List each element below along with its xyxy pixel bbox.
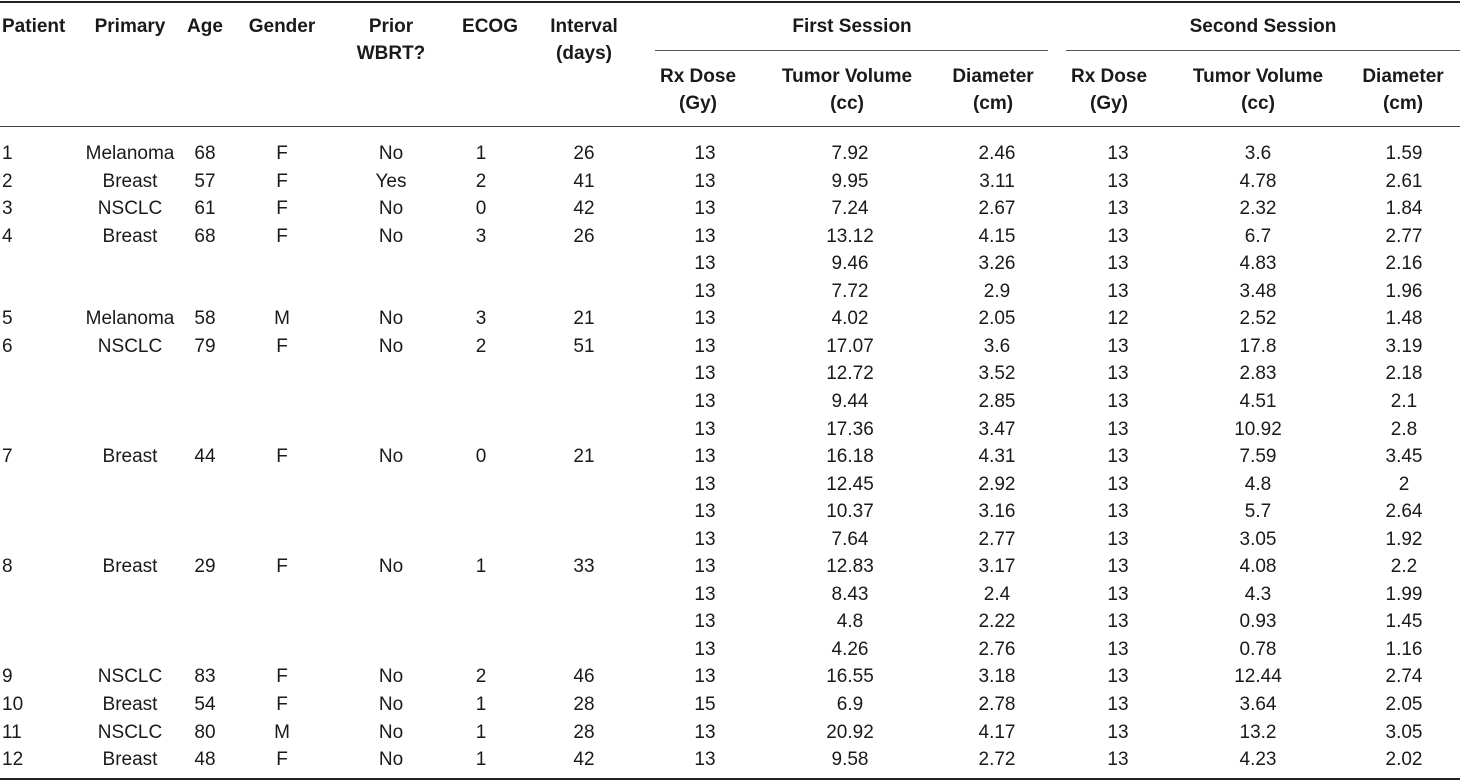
cell-dia1: 4.17 <box>978 721 1016 743</box>
cell-ecog: 1 <box>475 721 487 743</box>
cell-dia2: 2 <box>1398 473 1410 495</box>
cell-primary: Breast <box>102 749 158 771</box>
cell-rx2: 13 <box>1107 528 1129 550</box>
cell-vol2: 2.32 <box>1239 198 1277 220</box>
cell-rx1: 13 <box>694 198 716 220</box>
cell-rx1: 13 <box>694 721 716 743</box>
cell-vol1: 4.26 <box>831 638 869 660</box>
cell-dia1: 2.85 <box>978 390 1016 412</box>
header-gender: Gender <box>248 16 316 37</box>
cell-vol1: 10.37 <box>826 501 874 523</box>
cell-rx1: 13 <box>694 611 716 633</box>
cell-rx1: 13 <box>694 335 716 357</box>
cell-age: 83 <box>194 666 216 688</box>
cell-dia1: 2.72 <box>978 749 1016 771</box>
cell-interval: 33 <box>573 556 595 578</box>
cell-age: 54 <box>194 694 216 715</box>
cell-vol2: 4.3 <box>1244 583 1272 605</box>
cell-dia2: 1.99 <box>1385 583 1423 605</box>
cell-dia2: 1.92 <box>1385 528 1423 550</box>
cell-dia1: 3.16 <box>978 501 1016 523</box>
cell-rx1: 13 <box>694 253 716 275</box>
cell-vol1: 17.07 <box>826 335 874 357</box>
cell-vol1: 12.72 <box>826 363 874 385</box>
cell-rx2: 13 <box>1107 501 1129 523</box>
cell-dia2: 2.61 <box>1385 170 1423 192</box>
cell-vol2: 2.52 <box>1239 308 1277 330</box>
cell-rx1: 13 <box>694 528 716 550</box>
cell-rx2: 13 <box>1107 583 1129 605</box>
cell-prior-wbrt: No <box>378 556 404 578</box>
cell-age: 80 <box>194 721 216 743</box>
cell-patient: 9 <box>2 666 13 688</box>
cell-dia2: 2.2 <box>1390 556 1418 578</box>
cell-vol2: 4.51 <box>1239 390 1277 412</box>
cell-rx1: 13 <box>694 638 716 660</box>
cell-patient: 1 <box>2 143 13 164</box>
header-prior-wbrt-line1: Prior <box>368 16 414 37</box>
cell-vol1: 9.58 <box>831 749 869 771</box>
cell-dia2: 1.84 <box>1385 198 1423 220</box>
cell-prior-wbrt: No <box>378 694 404 715</box>
cell-rx2: 13 <box>1107 638 1129 660</box>
cell-ecog: 0 <box>475 446 487 468</box>
cell-rx2: 13 <box>1107 611 1129 633</box>
cell-vol1: 7.64 <box>831 528 869 550</box>
cell-vol1: 7.72 <box>831 280 869 302</box>
cell-dia2: 1.48 <box>1385 308 1423 330</box>
cell-dia1: 2.67 <box>978 198 1016 220</box>
cell-prior-wbrt: No <box>378 308 404 330</box>
header-tumor-volume-2-line1: Tumor Volume <box>1192 66 1324 87</box>
cell-dia2: 2.77 <box>1385 225 1423 247</box>
cell-rx1: 13 <box>694 446 716 468</box>
cell-dia2: 2.64 <box>1385 501 1423 523</box>
cell-patient: 7 <box>2 446 13 468</box>
cell-dia1: 2.22 <box>978 611 1016 633</box>
cell-age: 57 <box>194 170 216 192</box>
cell-primary: NSCLC <box>97 666 163 688</box>
cell-primary: Breast <box>102 225 158 247</box>
cell-dia2: 1.96 <box>1385 280 1423 302</box>
header-age: Age <box>187 16 223 37</box>
cell-rx2: 13 <box>1107 280 1129 302</box>
cell-gender: F <box>276 749 288 771</box>
header-rx-dose-2-line2: (Gy) <box>1090 93 1128 114</box>
cell-interval: 28 <box>573 721 595 743</box>
cell-rx2: 13 <box>1107 694 1129 715</box>
cell-rx2: 13 <box>1107 253 1129 275</box>
header-interval-line2: (days) <box>556 43 612 64</box>
cell-prior-wbrt: No <box>378 749 404 771</box>
cell-rx1: 13 <box>694 666 716 688</box>
cell-vol1: 7.92 <box>831 143 869 164</box>
cell-vol1: 12.83 <box>826 556 874 578</box>
cell-dia2: 3.45 <box>1385 446 1423 468</box>
bottom-rule <box>0 778 1460 780</box>
cell-primary: Melanoma <box>85 143 175 164</box>
cell-gender: F <box>276 446 288 468</box>
header-first-session: First Session <box>792 16 912 37</box>
cell-vol1: 7.24 <box>831 198 869 220</box>
cell-prior-wbrt: No <box>378 225 404 247</box>
cell-ecog: 1 <box>475 694 487 715</box>
cell-vol2: 0.93 <box>1239 611 1277 633</box>
cell-rx2: 13 <box>1107 170 1129 192</box>
cell-age: 44 <box>194 446 216 468</box>
cell-gender: M <box>274 721 290 743</box>
cell-rx2: 13 <box>1107 363 1129 385</box>
cell-rx2: 13 <box>1107 143 1129 164</box>
cell-interval: 28 <box>573 694 595 715</box>
cell-vol2: 3.48 <box>1239 280 1277 302</box>
cell-vol1: 12.45 <box>826 473 874 495</box>
cell-rx1: 13 <box>694 225 716 247</box>
cell-vol2: 6.7 <box>1244 225 1272 247</box>
cell-rx1: 13 <box>694 418 716 440</box>
header-rx-dose-2-line1: Rx Dose <box>1070 66 1148 87</box>
cell-dia2: 2.8 <box>1390 418 1418 440</box>
cell-vol1: 9.44 <box>831 390 869 412</box>
cell-dia1: 3.26 <box>978 253 1016 275</box>
header-interval-line1: Interval <box>550 16 618 37</box>
cell-dia1: 3.47 <box>978 418 1016 440</box>
header-second-session: Second Session <box>1189 16 1337 37</box>
header-diameter-1-line1: Diameter <box>952 66 1034 87</box>
cell-age: 48 <box>194 749 216 771</box>
cell-vol2: 17.8 <box>1239 335 1277 357</box>
header-ecog: ECOG <box>462 16 518 37</box>
cell-rx1: 13 <box>694 143 716 164</box>
second-session-underline <box>1066 50 1460 51</box>
header-rule <box>0 126 1460 127</box>
cell-prior-wbrt: No <box>378 335 404 357</box>
header-primary: Primary <box>94 16 166 37</box>
cell-vol1: 17.36 <box>826 418 874 440</box>
cell-interval: 42 <box>573 198 595 220</box>
cell-vol1: 4.02 <box>831 308 869 330</box>
cell-patient: 4 <box>2 225 13 247</box>
cell-ecog: 0 <box>475 198 487 220</box>
cell-rx2: 13 <box>1107 721 1129 743</box>
header-tumor-volume-1-line2: (cc) <box>830 93 864 114</box>
header-diameter-2-line2: (cm) <box>1382 93 1424 114</box>
header-tumor-volume-2-line2: (cc) <box>1241 93 1275 114</box>
cell-dia1: 2.78 <box>978 694 1016 715</box>
cell-dia1: 3.6 <box>983 335 1011 357</box>
top-rule <box>0 1 1460 3</box>
cell-age: 68 <box>194 143 216 164</box>
cell-rx2: 13 <box>1107 666 1129 688</box>
cell-vol2: 0.78 <box>1239 638 1277 660</box>
cell-rx1: 13 <box>694 170 716 192</box>
cell-vol2: 4.08 <box>1239 556 1277 578</box>
cell-gender: F <box>276 143 288 164</box>
cell-dia1: 3.52 <box>978 363 1016 385</box>
cell-rx2: 13 <box>1107 225 1129 247</box>
cell-gender: F <box>276 170 288 192</box>
cell-ecog: 1 <box>475 556 487 578</box>
header-diameter-1-line2: (cm) <box>972 93 1014 114</box>
cell-patient: 8 <box>2 556 13 578</box>
cell-dia2: 2.05 <box>1385 694 1423 715</box>
cell-gender: M <box>274 308 290 330</box>
cell-dia2: 2.74 <box>1385 666 1423 688</box>
cell-ecog: 2 <box>475 170 487 192</box>
header-prior-wbrt-line2: WBRT? <box>356 43 426 64</box>
cell-primary: Breast <box>102 556 158 578</box>
cell-dia1: 2.05 <box>978 308 1016 330</box>
cell-vol2: 7.59 <box>1239 446 1277 468</box>
cell-vol2: 5.7 <box>1244 501 1272 523</box>
cell-rx2: 13 <box>1107 390 1129 412</box>
cell-dia2: 3.05 <box>1385 721 1423 743</box>
header-rx-dose-1-line1: Rx Dose <box>659 66 737 87</box>
cell-primary: Breast <box>102 694 158 715</box>
cell-rx2: 13 <box>1107 556 1129 578</box>
cell-dia1: 2.9 <box>983 280 1011 302</box>
cell-vol2: 12.44 <box>1234 666 1282 688</box>
cell-vol2: 13.2 <box>1239 721 1277 743</box>
header-diameter-2-line1: Diameter <box>1362 66 1444 87</box>
cell-prior-wbrt: No <box>378 666 404 688</box>
cell-dia1: 2.4 <box>983 583 1011 605</box>
cell-vol1: 9.46 <box>831 253 869 275</box>
cell-vol2: 10.92 <box>1234 418 1282 440</box>
cell-age: 68 <box>194 225 216 247</box>
cell-rx2: 13 <box>1107 198 1129 220</box>
cell-vol1: 9.95 <box>831 170 869 192</box>
cell-interval: 51 <box>573 335 595 357</box>
cell-prior-wbrt: No <box>378 721 404 743</box>
cell-rx1: 15 <box>694 694 716 715</box>
cell-patient: 3 <box>2 198 13 220</box>
cell-dia1: 2.77 <box>978 528 1016 550</box>
cell-prior-wbrt: No <box>378 446 404 468</box>
cell-vol2: 4.8 <box>1244 473 1272 495</box>
cell-gender: F <box>276 225 288 247</box>
cell-patient: 6 <box>2 335 13 357</box>
cell-patient: 12 <box>2 749 24 771</box>
cell-primary: Breast <box>102 170 158 192</box>
cell-gender: F <box>276 198 288 220</box>
cell-primary: Melanoma <box>85 308 175 330</box>
cell-vol2: 4.83 <box>1239 253 1277 275</box>
cell-rx2: 13 <box>1107 418 1129 440</box>
cell-dia2: 2.02 <box>1385 749 1423 771</box>
cell-patient: 10 <box>2 694 24 715</box>
cell-vol2: 4.78 <box>1239 170 1277 192</box>
cell-dia1: 3.11 <box>979 170 1015 192</box>
cell-ecog: 2 <box>475 335 487 357</box>
cell-ecog: 3 <box>475 308 487 330</box>
cell-dia1: 4.15 <box>978 225 1016 247</box>
cell-rx1: 13 <box>694 473 716 495</box>
cell-primary: Breast <box>102 446 158 468</box>
cell-primary: NSCLC <box>97 198 163 220</box>
cell-rx1: 13 <box>694 583 716 605</box>
cell-prior-wbrt: Yes <box>375 170 407 192</box>
cell-dia1: 2.76 <box>978 638 1016 660</box>
cell-patient: 11 <box>2 721 22 743</box>
cell-rx1: 13 <box>694 308 716 330</box>
cell-dia2: 1.45 <box>1385 611 1423 633</box>
cell-gender: F <box>276 556 288 578</box>
cell-interval: 21 <box>573 308 595 330</box>
cell-vol2: 4.23 <box>1239 749 1277 771</box>
cell-rx1: 13 <box>694 556 716 578</box>
cell-vol1: 16.55 <box>826 666 874 688</box>
cell-vol2: 3.64 <box>1239 694 1277 715</box>
cell-dia1: 3.18 <box>978 666 1016 688</box>
cell-dia2: 2.1 <box>1390 390 1418 412</box>
cell-ecog: 3 <box>475 225 487 247</box>
cell-dia2: 1.59 <box>1385 143 1423 164</box>
cell-rx1: 13 <box>694 501 716 523</box>
cell-rx2: 13 <box>1107 335 1129 357</box>
cell-vol2: 3.6 <box>1244 143 1272 164</box>
cell-vol1: 8.43 <box>831 583 869 605</box>
cell-rx1: 13 <box>694 280 716 302</box>
cell-rx1: 13 <box>694 749 716 771</box>
cell-gender: F <box>276 666 288 688</box>
header-tumor-volume-1-line1: Tumor Volume <box>781 66 913 87</box>
cell-dia1: 2.46 <box>978 143 1016 164</box>
cell-age: 29 <box>194 556 216 578</box>
cell-age: 58 <box>194 308 216 330</box>
cell-rx1: 13 <box>694 363 716 385</box>
cell-patient: 2 <box>2 170 13 192</box>
cell-vol1: 6.9 <box>836 694 864 715</box>
cell-interval: 21 <box>573 446 595 468</box>
cell-ecog: 1 <box>475 143 487 164</box>
cell-patient: 5 <box>2 308 13 330</box>
cell-dia1: 4.31 <box>978 446 1016 468</box>
cell-interval: 42 <box>573 749 595 771</box>
cell-prior-wbrt: No <box>378 198 404 220</box>
header-patient: Patient <box>2 16 66 37</box>
cell-vol1: 20.92 <box>826 721 874 743</box>
cell-interval: 41 <box>573 170 595 192</box>
cell-dia2: 3.19 <box>1385 335 1423 357</box>
cell-primary: NSCLC <box>97 721 163 743</box>
cell-dia1: 2.92 <box>978 473 1016 495</box>
cell-interval: 26 <box>573 225 595 247</box>
first-session-underline <box>655 50 1048 51</box>
cell-ecog: 2 <box>475 666 487 688</box>
cell-vol1: 4.8 <box>836 611 864 633</box>
cell-age: 61 <box>194 198 216 220</box>
cell-prior-wbrt: No <box>378 143 404 164</box>
cell-interval: 46 <box>573 666 595 688</box>
cell-rx2: 12 <box>1107 308 1129 330</box>
cell-vol1: 16.18 <box>826 446 874 468</box>
cell-vol2: 2.83 <box>1239 363 1277 385</box>
cell-vol1: 13.12 <box>826 225 874 247</box>
cell-rx2: 13 <box>1107 473 1129 495</box>
header-rx-dose-1-line2: (Gy) <box>679 93 717 114</box>
cell-gender: F <box>276 694 288 715</box>
cell-gender: F <box>276 335 288 357</box>
cell-dia2: 1.16 <box>1385 638 1423 660</box>
cell-dia1: 3.17 <box>978 556 1016 578</box>
cell-rx2: 13 <box>1107 446 1129 468</box>
cell-vol2: 3.05 <box>1239 528 1277 550</box>
cell-rx2: 13 <box>1107 749 1129 771</box>
cell-dia2: 2.18 <box>1385 363 1423 385</box>
cell-dia2: 2.16 <box>1385 253 1423 275</box>
cell-rx1: 13 <box>694 390 716 412</box>
cell-age: 79 <box>194 335 216 357</box>
cell-ecog: 1 <box>475 749 487 771</box>
cell-interval: 26 <box>573 143 595 164</box>
cell-primary: NSCLC <box>97 335 163 357</box>
